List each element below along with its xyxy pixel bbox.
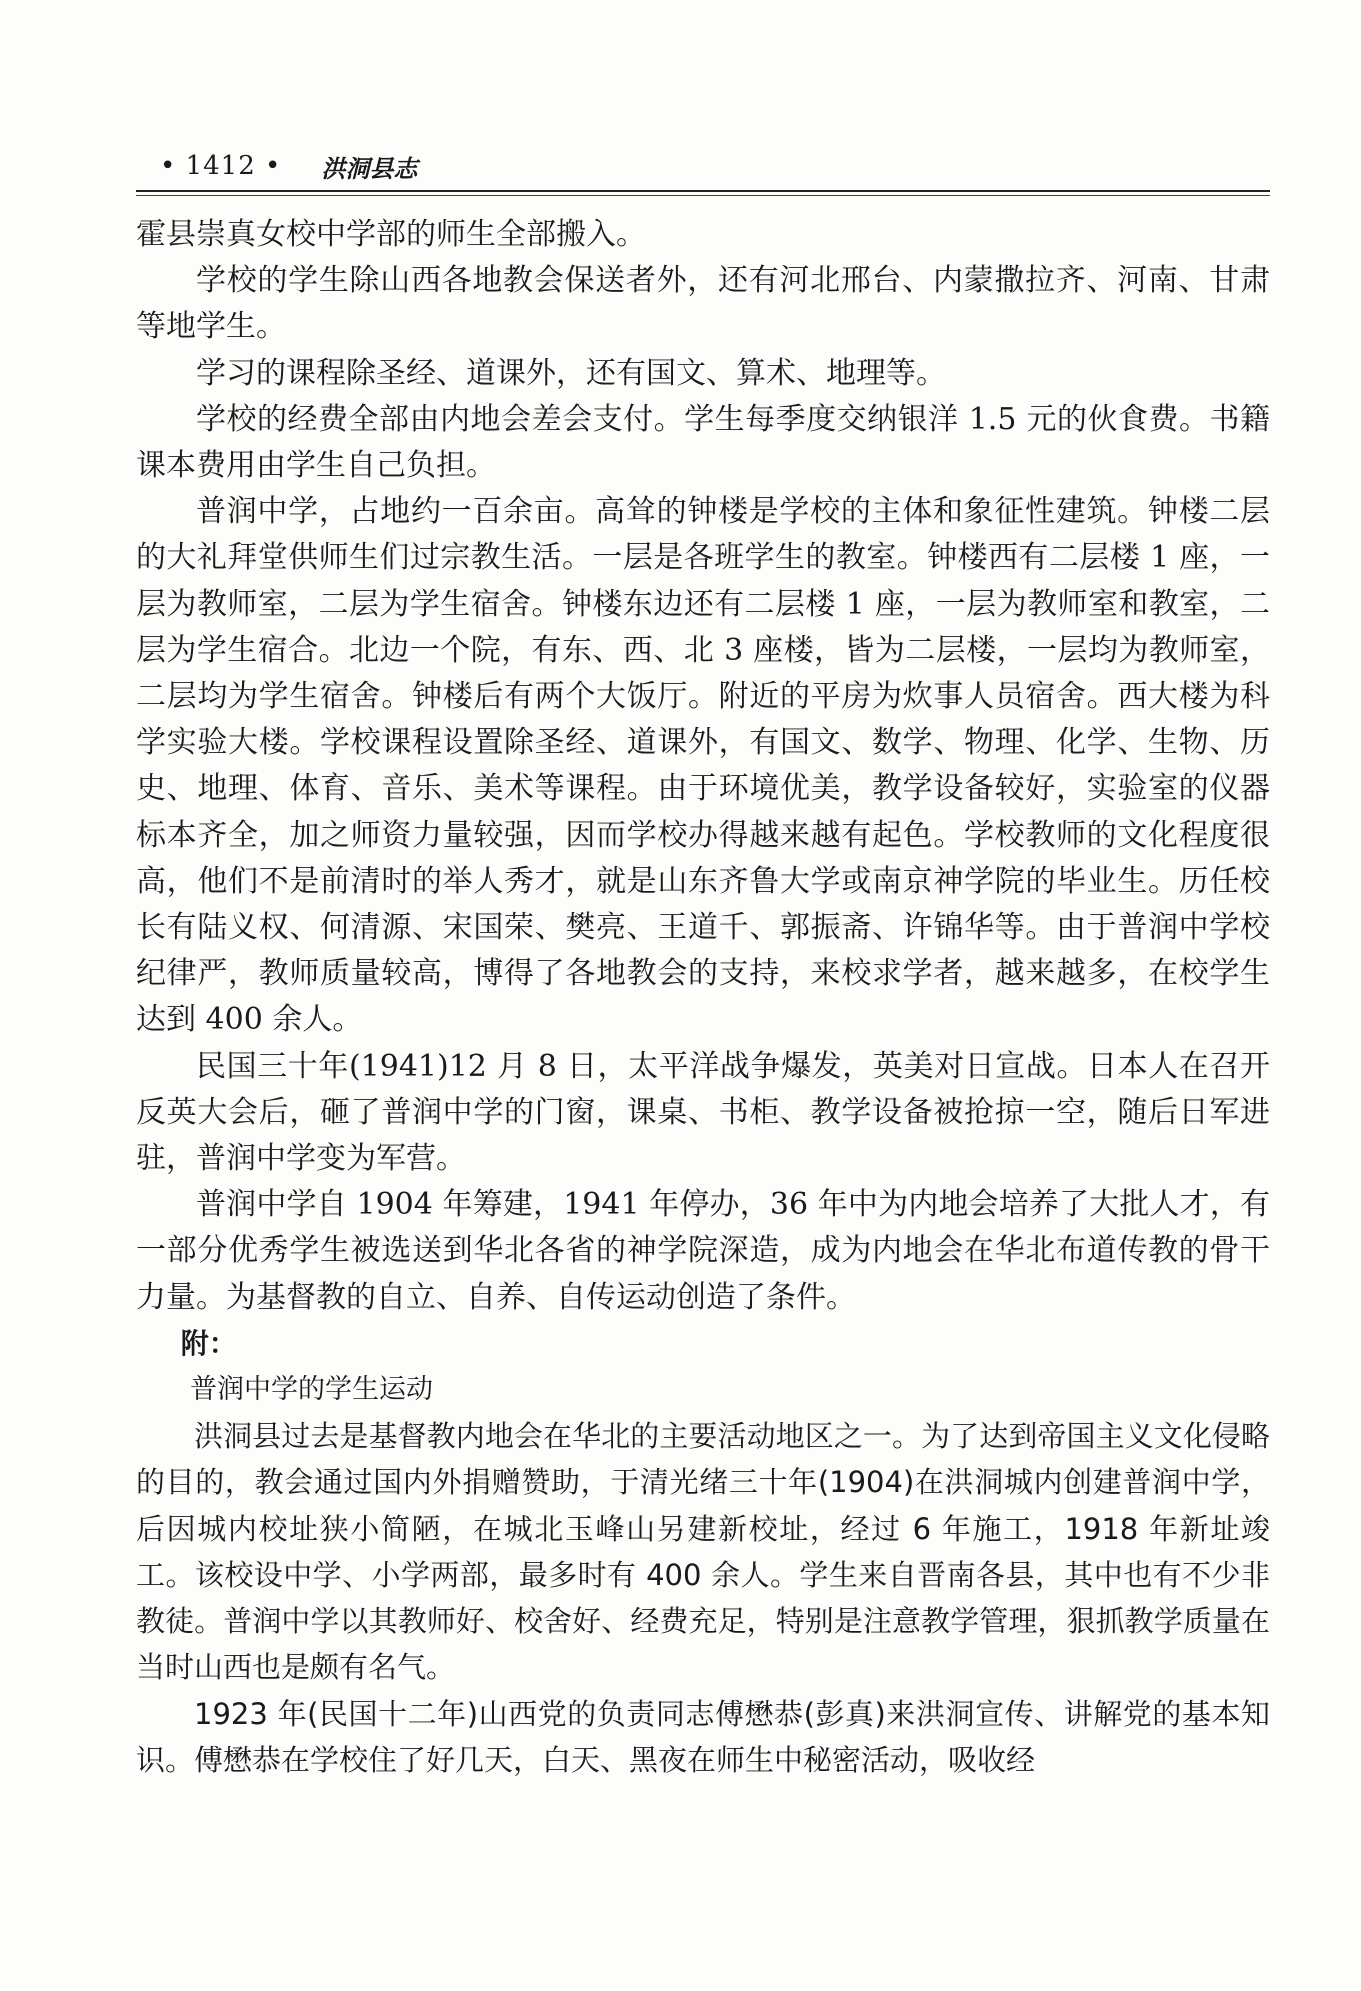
- appendix-label: 附：: [180, 1326, 237, 1360]
- header-rule: [136, 190, 1270, 192]
- main-text: [136, 212, 1270, 1783]
- paragraph: 学校的经费全部由内地会差会支付。学生每季度交纳银洋 1.5 元的伙食费。书籍课本费用由学生自己负担。: [136, 401, 1270, 484]
- book-title: 洪洞县志: [321, 154, 418, 183]
- appendix-subtitle: 普润中学的学生运动: [190, 1374, 433, 1406]
- appendix-paragraph: 洪洞县过去是基督教内地会在华北的主要活动地区之一。为了达到帝国主义文化侵略的目的，教会通过国内外捐赠赞助，于清光绪三十年(1904)在洪洞城内创建普润中学，后因城内校址狭小简陋，在城北玉峰山另建新校址，经过 6 年施工，1918 年新址竣工。该校设中学、小学两部，最多时有 400 余人。学生来自晋南各县，其中也有不少非教徒。普润中学以其教师好、校舍好、经费充足，特别是注意教学管理，狠抓教学质量在当时山西也是颇有名气。: [136, 1419, 1270, 1685]
- appendix-paragraph: 1923 年(民国十二年)山西党的负责同志傅懋恭(彭真)来洪洞宣传、讲解党的基本知识。傅懋恭在学校住了好几天，白天、黑夜在师生中秘密活动，吸收经: [136, 1696, 1270, 1777]
- paragraph: 普润中学自 1904 年筹建，1941 年停办，36 年中为内地会培养了大批人才，有一部分优秀学生被选送到华北各省的神学院深造，成为内地会在华北布道传教的骨干力量。为基督教的自立、自养、自传运动创造了条件。: [136, 1187, 1270, 1315]
- paragraph: 普润中学，占地约一百余亩。高耸的钟楼是学校的主体和象征性建筑。钟楼二层的大礼拜堂供师生们过宗教生活。一层是各班学生的教室。钟楼西有二层楼 1 座，一层为教师室，二层为学生宿舍。钟楼东边还有二层楼 1 座，一层为教师室和教室，二层为学生宿合。北边一个院，有东、西、北 3 座楼，皆为二层楼，一层均为教师室，二层均为学生宿舍。钟楼后有两个大饭厅。附近的平房为炊事人员宿舍。西大楼为科学实验大楼。学校课程设置除圣经、道课外，有国文、数学、物理、化学、生物、历史、地理、体育、音乐、美术等课程。由于环境优美，教学设备较好，实验室的仪器标本齐全，加之师资力量较强，因而学校办得越来越有起色。学校教师的文化程度很高，他们不是前清时的举人秀才，就是山东齐鲁大学或南京神学院的毕业生。历任校长有陆义权、何清源、宋国荣、樊亮、王道千、郭振斋、许锦华等。由于普润中学校纪律严，教师质量较高，博得了各地教会的支持，来校求学者，越来越多，在校学生达到 400 余人。: [136, 494, 1270, 1038]
- paragraph: 学习的课程除圣经、道课外，还有国文、算术、地理等。: [196, 355, 946, 391]
- page-number: • 1412 •: [160, 151, 282, 181]
- header-rule-thin: [136, 195, 1270, 196]
- paragraph: 民国三十年(1941)12 月 8 日，太平洋战争爆发，英美对日宣战。日本人在召开反英大会后，砸了普润中学的门窗，课桌、书柜、教学设备被抢掠一空，随后日军进驻，普润中学变为军营。: [136, 1048, 1270, 1177]
- page-header: [160, 146, 1270, 186]
- paragraph: 学校的学生除山西各地教会保送者外，还有河北邢台、内蒙撒拉齐、河南、甘肃等地学生。: [136, 263, 1270, 345]
- paragraph: 霍县崇真女校中学部的师生全部搬入。: [136, 217, 646, 252]
